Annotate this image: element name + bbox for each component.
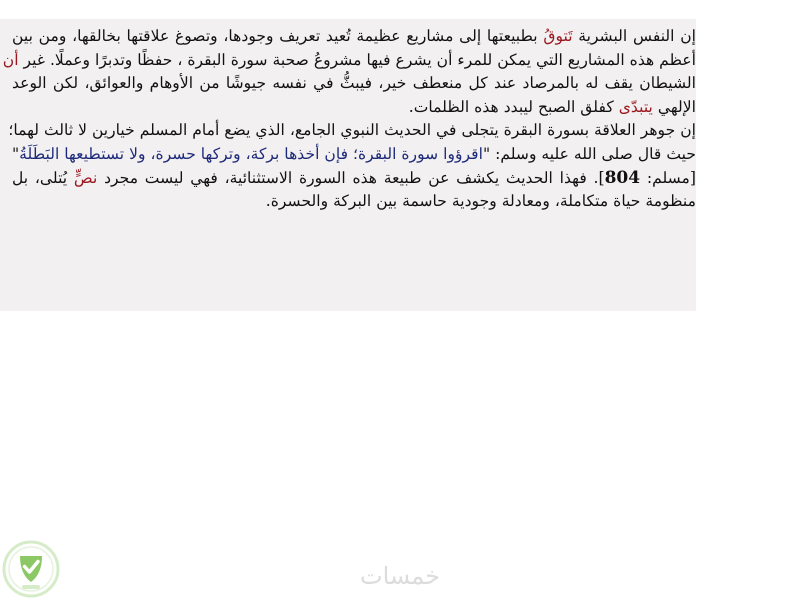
text-segment: إن جوهر العلاقة بسورة البقرة يتجلى في الحديث النبوي الجامع، الذي يضع أمام المسلم خيارين لا ثالث لهما؛: [8, 121, 696, 140]
paragraph2-line3: [12, 167, 696, 191]
citation-open: [مسلم:: [640, 168, 696, 187]
highlighted-word: نصٍّ: [73, 168, 98, 187]
article-panel: [0, 19, 696, 311]
text-segment: كفلق الصبح ليبدد هذه الظلمات.: [408, 97, 619, 116]
hadith-number: 804: [604, 167, 641, 188]
text-segment: ]. فهذا الحديث يكشف عن طبيعة هذه السورة الاستثنائية، فهي ليست مجرد: [97, 168, 605, 187]
text-segment: أعظم هذه المشاريع التي يمكن للمرء أن يشرع فيها مشروعُ صحبة سورة البقرة ، حفظًا وتدبرًا وعملًا. غير: [18, 50, 696, 69]
paragraph1-line3: [12, 72, 696, 96]
highlighted-word: تَتوقُ: [543, 27, 573, 45]
text-segment: منظومة حياة متكاملة، ومعادلة وجودية حاسمة بين البركة والحسرة.: [265, 192, 696, 211]
paragraph2-line1: [8, 119, 696, 143]
text-segment: بطبيعتها إلى مشاريع عظيمة تُعيد تعريف وجودها، وتصوغ علاقتها بخالقها، ومن بين: [12, 27, 544, 45]
watermark: خمسات: [359, 562, 441, 590]
paragraph1-line2: [2, 49, 696, 73]
highlighted-word: أن: [2, 50, 19, 69]
highlighted-word: يتبدّى: [618, 97, 653, 116]
hadith-quote: اقرؤوا سورة البقرة؛ فإن أخذها بركة، وتركها حسرة، ولا تستطيعها البَطَلَةُ: [19, 144, 483, 163]
paragraph2-line4: [12, 190, 696, 214]
paragraph2-line2: [12, 143, 696, 167]
article-text: [2, 25, 696, 214]
text-segment: حيث قال صلى الله عليه وسلم: ": [482, 144, 696, 163]
text-segment: الشيطان يقف له بالمرصاد عند كل منعطف خير، فيبثُّ في نفسه جيوشًا من الأوهام والعوائق، لكن الوعد: [12, 74, 696, 93]
paragraph1-line4: [12, 96, 696, 120]
text-segment: الإلهي: [652, 97, 696, 116]
shield-check-icon: [2, 540, 60, 598]
text-segment: ": [11, 144, 20, 163]
khamsat-logo: [2, 540, 60, 598]
text-segment: يُتلى، بل: [12, 168, 74, 187]
paragraph1-line1: [12, 25, 696, 49]
text-segment: إن النفس البشرية: [572, 27, 696, 45]
